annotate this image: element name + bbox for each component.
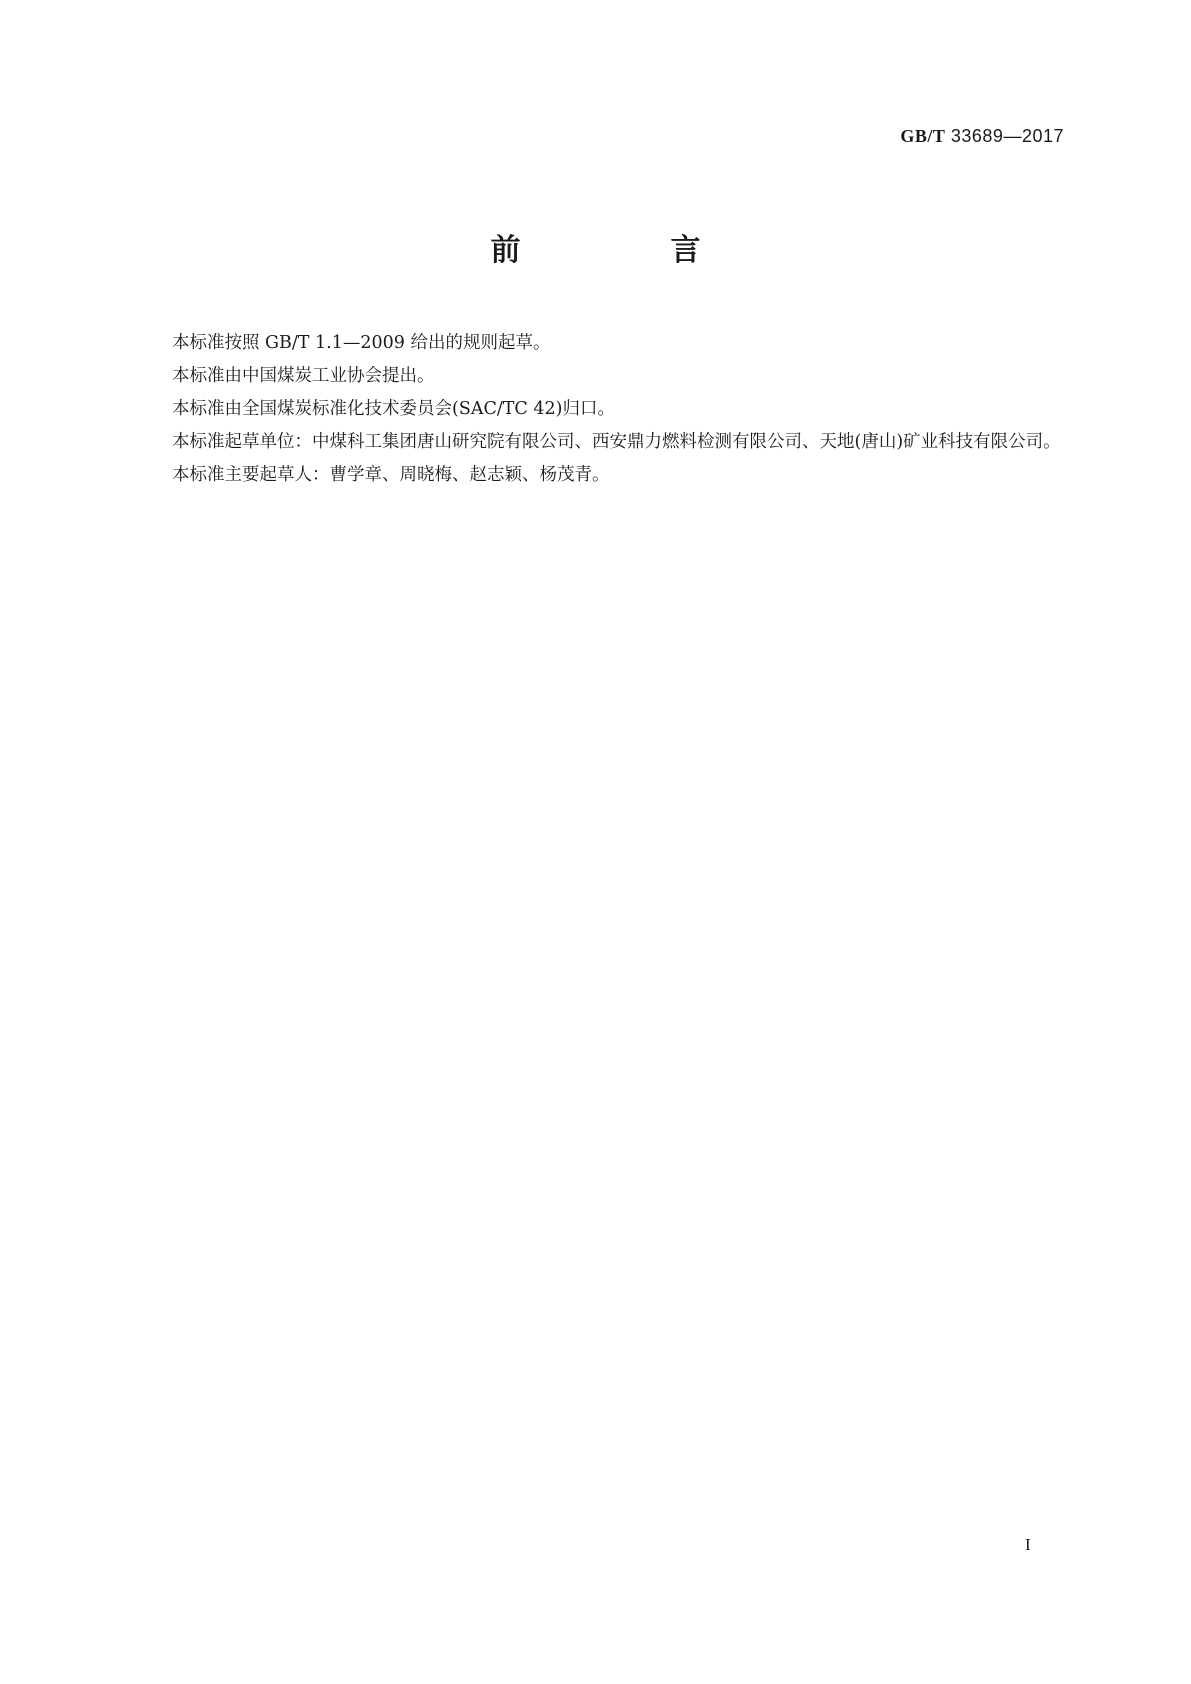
foreword-body — [127, 327, 1066, 492]
paragraph-technical-committee: 本标准由全国煤炭标准化技术委员会(SAC/TC 42)归口。 — [172, 399, 615, 419]
page-number: I — [1025, 1535, 1031, 1554]
page-title: 前 言 — [490, 233, 761, 268]
paragraph-drafting-units: 本标准起草单位：中煤科工集团唐山研究院有限公司、西安鼎力燃料检测有限公司、天地(唐山)矿业科技有限公司。 — [172, 432, 1061, 452]
standard-year-number: 33689—2017 — [950, 126, 1064, 146]
paragraph-drafting-rules: 本标准按照 GB/T 1.1—2009 给出的规则起草。 — [172, 333, 551, 353]
standard-number — [900, 126, 1064, 147]
standard-code: GB/T — [900, 126, 946, 146]
paragraph-proposer: 本标准由中国煤炭工业协会提出。 — [172, 366, 435, 386]
paragraph-main-drafters: 本标准主要起草人：曹学章、周晓梅、赵志颖、杨茂青。 — [172, 465, 610, 485]
